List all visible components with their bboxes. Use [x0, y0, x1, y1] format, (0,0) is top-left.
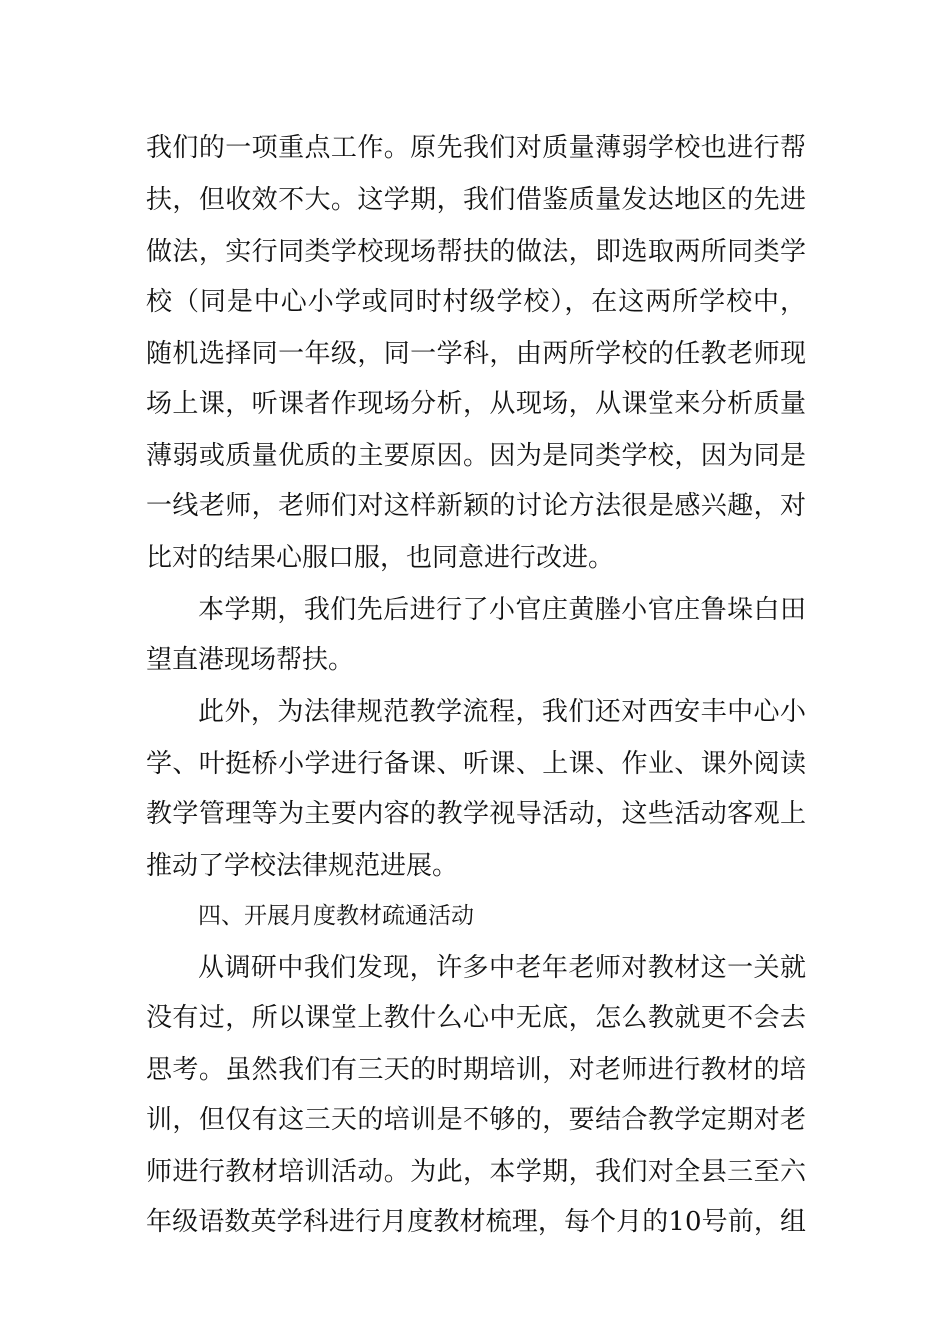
text-line: 场上课，听课者作现场分析，从现场，从课堂来分析质量: [146, 389, 806, 419]
text-line: 校（同是中心小学或同时村级学校），在这两所学校中，: [146, 287, 806, 317]
text-line: 师进行教材培训活动。为此，本学期，我们对全县三至六: [146, 1157, 806, 1187]
paragraph-first-line: 此外，为法律规范教学流程，我们还对西安丰中心小: [198, 697, 806, 727]
text-line: 学、叶挺桥小学进行备课、听课、上课、作业、课外阅读: [146, 749, 806, 779]
text-line: 训，但仅有这三天的培训是不够的，要结合教学定期对老: [146, 1105, 806, 1135]
text-line: 扶，但收效不大。这学期，我们借鉴质量发达地区的先进: [146, 185, 806, 215]
section-heading: 四、开展月度教材疏通活动: [198, 903, 474, 929]
text-line: 我们的一项重点工作。原先我们对质量薄弱学校也进行帮: [146, 133, 806, 163]
text-line: 做法，实行同类学校现场帮扶的做法，即选取两所同类学: [146, 237, 806, 267]
text-line: 思考。虽然我们有三天的时期培训，对老师进行教材的培: [146, 1055, 806, 1085]
text-line: 教学管理等为主要内容的教学视导活动，这些活动客观上: [146, 799, 806, 829]
text-line: 比对的结果心服口服，也同意进行改进。: [146, 543, 615, 573]
paragraph-first-line: 从调研中我们发现，许多中老年老师对教材这一关就: [198, 953, 806, 983]
text-line: 望直港现场帮扶。: [146, 645, 355, 675]
text-line: 随机选择同一年级，同一学科，由两所学校的任教老师现: [146, 339, 806, 369]
text-line: 没有过，所以课堂上教什么心中无底，怎么教就更不会去: [146, 1003, 806, 1033]
text-line: 一线老师，老师们对这样新颖的讨论方法很是感兴趣，对: [146, 491, 806, 521]
paragraph-first-line: 本学期，我们先后进行了小官庄黄塍小官庄鲁垛白田: [198, 595, 806, 625]
text-line: 推动了学校法律规范进展。: [146, 851, 459, 881]
text-line: 薄弱或质量优质的主要原因。因为是同类学校，因为同是: [146, 441, 806, 471]
text-line: 年级语数英学科进行月度教材梳理，每个月的10号前，组: [146, 1207, 806, 1237]
